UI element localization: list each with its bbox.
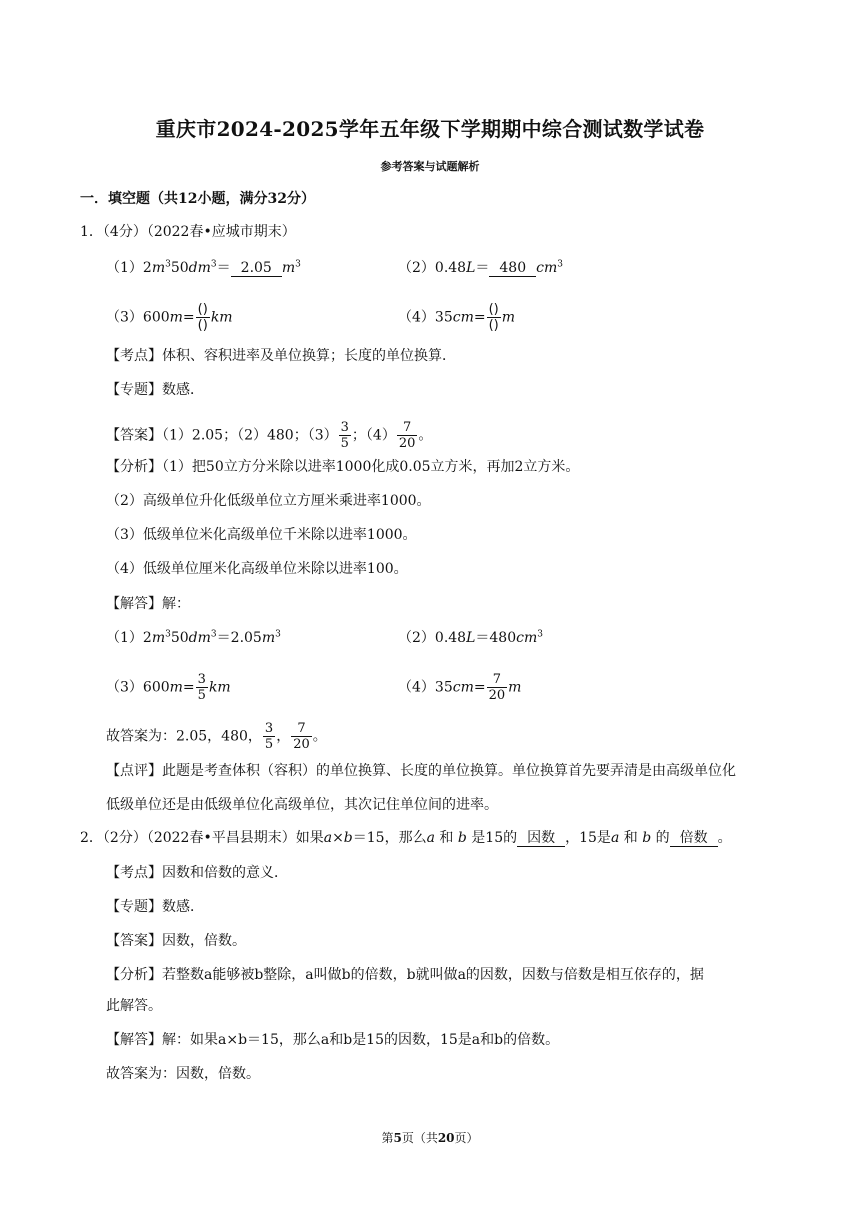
- q2-blank-2: 倍数: [670, 830, 718, 847]
- q1-solve-4: （4）35cm= $\frac{7}{20}$ m: [398, 672, 522, 703]
- total-page-count: 20: [437, 1131, 455, 1145]
- q2-analysis-2: 此解答。: [106, 998, 162, 1014]
- q1-part3: （3）600m= $\frac{()}{()}$ km: [106, 302, 233, 333]
- q2-kaodian: 【考点】因数和倍数的意义．: [106, 865, 288, 881]
- solve-fraction-7-20: $\frac{7}{20}$: [488, 672, 506, 703]
- q1-analysis-3: （3）低级单位米化高级单位千米除以进率1000。: [106, 527, 417, 543]
- q1-zhuanti: 【专题】数感．: [106, 382, 204, 398]
- q1-comment-1: 【点评】此题是考查体积（容积）的单位换算、长度的单位换算。单位换算首先要弄清是由高级单位化: [106, 763, 736, 779]
- q1-part4: （4）35cm= $\frac{()}{()}$ m: [398, 302, 516, 333]
- answer-fraction-3-5: $\frac{3}{5}$: [340, 420, 349, 451]
- final-fraction-7-20: $\frac{7}{20}$: [293, 721, 310, 752]
- q1-answer: 【答案】（1）2.05；（2）480；（3） $\frac{3}{5}$ ；（4） $\frac{7}{20}$ 。: [106, 420, 433, 451]
- answer-fraction-7-20: $\frac{7}{20}$: [398, 420, 416, 451]
- q2-blank-1: 因数: [517, 830, 565, 847]
- q1-analysis-4: （4）低级单位厘米化高级单位米除以进率100。: [106, 561, 408, 577]
- q1-solve-2: $(2)0.48L=480cm^3$: [398, 629, 543, 646]
- q1-comment-2: 低级单位还是由低级单位化高级单位，其次记住单位间的进率。: [106, 797, 498, 813]
- page-title: 重庆市2024-2025学年五年级下学期期中综合测试数学试卷: [155, 117, 705, 141]
- q1-analysis-1: 【分析】（1）把50立方分米除以进率1000化成0.05立方米，再加2立方米。: [106, 459, 580, 475]
- current-page-number: 5: [393, 1131, 402, 1145]
- q1-part1-answer: 2.05: [231, 260, 282, 277]
- q1-part4-fraction: $\frac{()}{()}$: [488, 302, 499, 333]
- q1-final-answer: 故答案为：2.05，480， $\frac{3}{5}$ ， $\frac{7}{20}$ 。: [106, 721, 327, 752]
- q2-analysis-1: 【分析】若整数a能够被b整除，a叫做b的倍数，b就叫做a的因数，因数与倍数是相互依存的，据: [106, 967, 704, 983]
- q1-header: 1．（4分）（2022春•应城市期末）: [80, 224, 296, 240]
- q1-part3-fraction: $\frac{()}{()}$: [197, 302, 208, 333]
- q2-answer: 【答案】因数，倍数。: [106, 933, 246, 949]
- q1-part2-answer: 480: [489, 260, 536, 277]
- q1-analysis-2: （2）高级单位升化低级单位立方厘米乘进率1000。: [106, 493, 431, 509]
- section-heading: 一．填空题（共12小题，满分32分）: [80, 191, 315, 207]
- q1-kaodian: 【考点】体积、容积进率及单位换算；长度的单位换算．: [106, 348, 456, 364]
- page-subtitle: 参考答案与试题解析: [380, 160, 480, 173]
- q2-solve: 【解答】解：如果a×b＝15，那么a和b是15的因数，15是a和b的倍数。: [106, 1032, 560, 1048]
- q2-header: 2．（2分）（2022春•平昌县期末）如果a×b＝15，那么a 和 b 是15的 因数 ，15是a 和 b 的 倍数 。: [80, 830, 732, 846]
- q2-zhuanti: 【专题】数感．: [106, 899, 204, 915]
- q1-solve-label: 【解答】解：: [106, 596, 190, 612]
- q2-final-answer: 故答案为：因数，倍数。: [106, 1066, 260, 1082]
- solve-fraction-3-5: $\frac{3}{5}$: [197, 672, 206, 703]
- q1-part2: （2）0.48L＝ 480 $cm^3$: [398, 259, 563, 276]
- q1-solve-1: $(1)2m^350dm^3=2.05m^3$: [106, 629, 281, 646]
- q1-solve-3: （3）600m= $\frac{3}{5}$ km: [106, 672, 231, 703]
- page-footer: 第5页（共20页）: [381, 1131, 479, 1145]
- q1-part1: $(1)2m^350dm^3= 2.05$ $m^3$: [106, 259, 301, 276]
- final-fraction-3-5: $\frac{3}{5}$: [264, 721, 274, 752]
